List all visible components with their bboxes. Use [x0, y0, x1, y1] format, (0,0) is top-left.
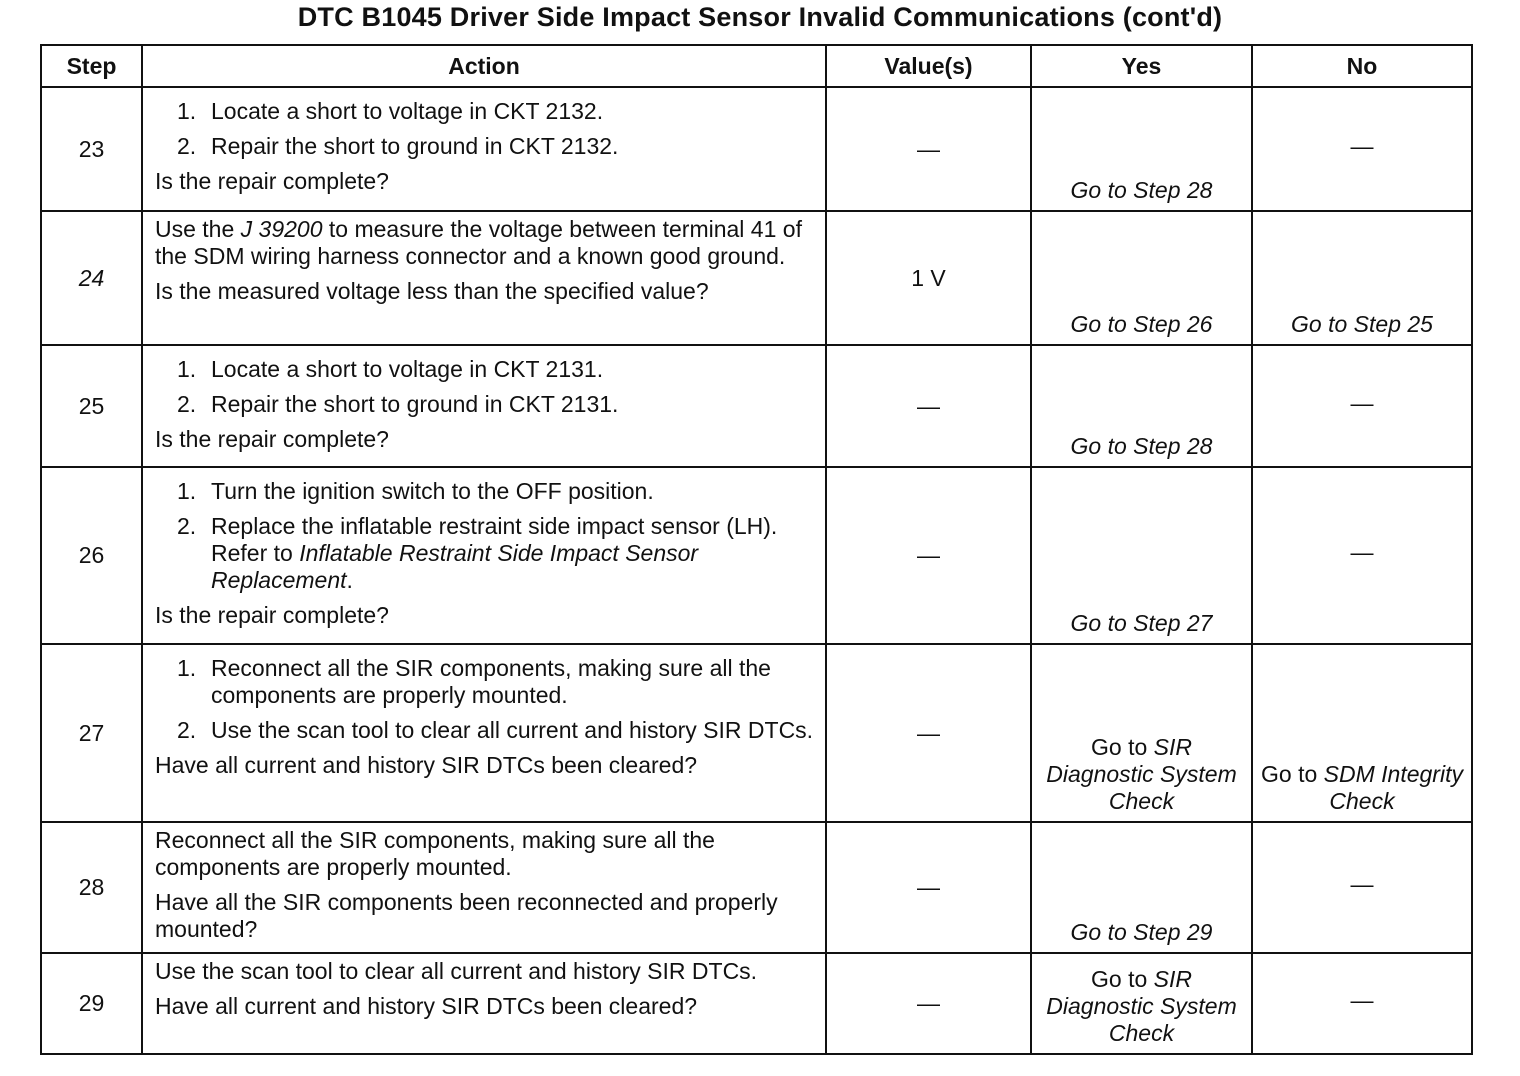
- action-cell: [142, 644, 826, 822]
- list-text: .: [346, 567, 353, 593]
- list-text: Turn the ignition switch to the OFF position.: [211, 478, 654, 504]
- list-item: [155, 478, 815, 505]
- step-number: 29: [41, 953, 142, 1054]
- list-text: Use the scan tool to clear all current and history SIR DTCs.: [211, 717, 814, 743]
- list-text: Replace the inflatable restraint side impact sensor (LH). Refer to: [211, 513, 778, 566]
- table-row: [41, 467, 1472, 644]
- list-number: 1.: [177, 98, 197, 124]
- value-cell: —: [826, 87, 1031, 211]
- step-number: 24: [41, 211, 142, 345]
- action-text-part: Use the: [155, 216, 241, 242]
- value-cell: —: [826, 345, 1031, 467]
- action-cell: [142, 953, 826, 1054]
- action-list: [155, 98, 815, 160]
- action-text: Use the scan tool to clear all current and history SIR DTCs.: [155, 958, 758, 984]
- action-list: [155, 356, 815, 418]
- action-cell: [142, 87, 826, 211]
- action-question: Is the repair complete?: [155, 168, 389, 194]
- yes-text: Go to: [1091, 966, 1154, 992]
- list-item: [155, 513, 815, 594]
- action-cell: [142, 467, 826, 644]
- list-text: Repair the short to ground in CKT 2132.: [211, 133, 619, 159]
- list-item: [155, 391, 815, 418]
- value-cell: —: [826, 644, 1031, 822]
- header-values: Value(s): [826, 45, 1031, 87]
- action-question: Is the measured voltage less than the specified value?: [155, 278, 709, 304]
- no-cell: [1252, 644, 1472, 822]
- yes-cell: Go to Step 29: [1031, 822, 1252, 953]
- list-item: [155, 133, 815, 160]
- value-cell: —: [826, 467, 1031, 644]
- yes-cell: [1031, 953, 1252, 1054]
- table-row: [41, 345, 1472, 467]
- action-cell: [142, 211, 826, 345]
- no-cell: —: [1252, 953, 1472, 1054]
- diagnostic-table: [40, 44, 1473, 1055]
- list-number: 2.: [177, 133, 197, 159]
- action-question: Have all current and history SIR DTCs been cleared?: [155, 993, 698, 1019]
- list-item: [155, 356, 815, 383]
- step-number: 27: [41, 644, 142, 822]
- header-yes: Yes: [1031, 45, 1252, 87]
- list-text: Reconnect all the SIR components, making sure all the components are properly mounted.: [211, 655, 771, 708]
- action-cell: [142, 345, 826, 467]
- sir-diagnostic-link: SIR Diagnostic System Check: [1046, 734, 1237, 814]
- action-text-part: to measure the voltage between terminal 41 of the SDM wiring harness connector and a known good ground.: [155, 216, 802, 269]
- no-cell: —: [1252, 822, 1472, 953]
- step-number: 25: [41, 345, 142, 467]
- action-question: Is the repair complete?: [155, 426, 389, 452]
- step-number: 23: [41, 87, 142, 211]
- table-row: [41, 953, 1472, 1054]
- tool-reference: J 39200: [240, 216, 323, 242]
- list-text: Repair the short to ground in CKT 2131.: [211, 391, 619, 417]
- value-cell: —: [826, 822, 1031, 953]
- list-text: Locate a short to voltage in CKT 2132.: [211, 98, 604, 124]
- yes-cell: [1031, 644, 1252, 822]
- yes-cell: Go to Step 26: [1031, 211, 1252, 345]
- step-number: 28: [41, 822, 142, 953]
- header-step: Step: [41, 45, 142, 87]
- action-list: [155, 478, 815, 594]
- list-item: [155, 717, 815, 744]
- list-number: 2.: [177, 717, 197, 743]
- action-text: [155, 216, 815, 270]
- no-text: Go to: [1261, 761, 1324, 787]
- action-cell: [142, 822, 826, 953]
- action-question: Is the repair complete?: [155, 602, 389, 628]
- action-question: Have all the SIR components been reconnected and properly mounted?: [155, 889, 778, 942]
- list-number: 1.: [177, 655, 197, 681]
- document-reference: Inflatable Restraint Side Impact Sensor Replacement: [211, 540, 699, 593]
- list-text: Locate a short to voltage in CKT 2131.: [211, 356, 604, 382]
- no-cell: —: [1252, 87, 1472, 211]
- yes-cell: Go to Step 27: [1031, 467, 1252, 644]
- header-no: No: [1252, 45, 1472, 87]
- list-item: [155, 98, 815, 125]
- list-number: 2.: [177, 391, 197, 417]
- yes-cell: Go to Step 28: [1031, 87, 1252, 211]
- action-question: Have all current and history SIR DTCs been cleared?: [155, 752, 698, 778]
- table-row: [41, 822, 1472, 953]
- action-text: Reconnect all the SIR components, making sure all the components are properly mounted.: [155, 827, 715, 880]
- sir-diagnostic-link: SIR Diagnostic System Check: [1046, 966, 1237, 1046]
- table-row: [41, 211, 1472, 345]
- yes-text: Go to: [1091, 734, 1154, 760]
- header-action: Action: [142, 45, 826, 87]
- table-row: [41, 87, 1472, 211]
- header-row: [41, 45, 1472, 87]
- no-cell: —: [1252, 345, 1472, 467]
- sdm-integrity-link: SDM Integrity Check: [1323, 761, 1463, 814]
- list-number: 2.: [177, 513, 197, 539]
- table-row: [41, 644, 1472, 822]
- list-number: 1.: [177, 356, 197, 382]
- value-cell: 1 V: [826, 211, 1031, 345]
- action-list: [155, 655, 815, 744]
- yes-cell: Go to Step 28: [1031, 345, 1252, 467]
- no-cell: Go to Step 25: [1252, 211, 1472, 345]
- list-number: 1.: [177, 478, 197, 504]
- value-cell: —: [826, 953, 1031, 1054]
- page-title: DTC B1045 Driver Side Impact Sensor Invalid Communications (cont'd): [297, 2, 1223, 32]
- no-cell: —: [1252, 467, 1472, 644]
- list-item: [155, 655, 815, 709]
- step-number: 26: [41, 467, 142, 644]
